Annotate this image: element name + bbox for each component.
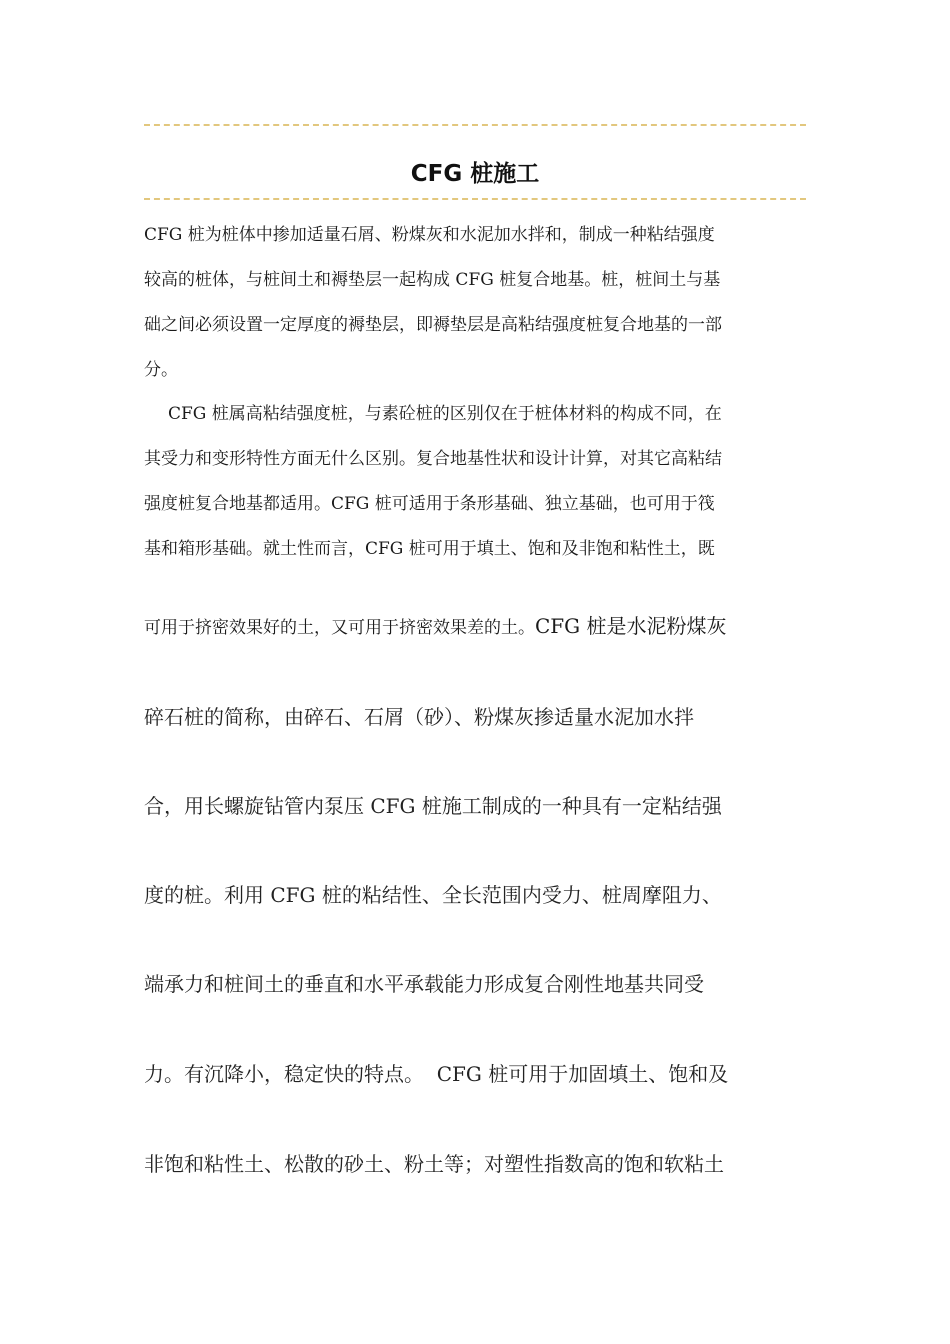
paragraph-3-line-2: 合，用长螺旋钻管内泵压 CFG 桩施工制成的一种具有一定粘结强 xyxy=(144,794,722,818)
paragraph-3-line-5: 力。有沉降小，稳定快的特点。 CFG 桩可用于加固填土、饱和及 xyxy=(144,1062,729,1086)
document-title: CFG 桩施工 xyxy=(410,161,540,187)
paragraph-2-line-1: CFG 桩属高粘结强度桩，与素砼桩的区别仅在于桩体材料的构成不同，在 xyxy=(168,404,722,424)
paragraph-2-line-3: 强度桩复合地基都适用。CFG 桩可适用于条形基础、独立基础，也可用于筏 xyxy=(144,494,715,514)
paragraph-3-line-3: 度的桩。利用 CFG 桩的粘结性、全长范围内受力、桩周摩阻力、 xyxy=(144,883,722,907)
paragraph-3-line-6: 非饱和粘性土、松散的砂土、粉土等；对塑性指数高的饱和软粘土 xyxy=(144,1152,724,1176)
paragraph-1-line-2: 较高的桩体，与桩间土和褥垫层一起构成 CFG 桩复合地基。桩，桩间土与基 xyxy=(144,270,721,290)
paragraph-2-line-5-small: 可用于挤密效果好的土，又可用于挤密效果差的土。 xyxy=(144,618,535,638)
paragraph-1-line-1: CFG 桩为桩体中掺加适量石屑、粉煤灰和水泥加水拌和，制成一种粘结强度 xyxy=(144,225,715,245)
title-bottom-dashed-rule xyxy=(144,198,806,200)
paragraph-2-line-2: 其受力和变形特性方面无什么区别。复合地基性状和设计计算，对其它高粘结 xyxy=(144,449,722,469)
title-top-dashed-rule xyxy=(144,124,806,126)
paragraph-3-line-1: 碎石桩的简称，由碎石、石屑（砂）、粉煤灰掺适量水泥加水拌 xyxy=(144,705,694,729)
paragraph-1-line-4: 分。 xyxy=(144,360,178,380)
paragraph-2-line-5 xyxy=(144,614,814,640)
paragraph-1-line-3: 础之间必须设置一定厚度的褥垫层，即褥垫层是高粘结强度桩复合地基的一部 xyxy=(144,315,722,335)
paragraph-2-line-5-large: CFG 桩是水泥粉煤灰 xyxy=(535,614,727,638)
paragraph-3-line-4: 端承力和桩间土的垂直和水平承载能力形成复合刚性地基共同受 xyxy=(144,972,704,996)
paragraph-2-line-4: 基和箱形基础。就土性而言，CFG 桩可用于填土、饱和及非饱和粘性土，既 xyxy=(144,539,715,559)
